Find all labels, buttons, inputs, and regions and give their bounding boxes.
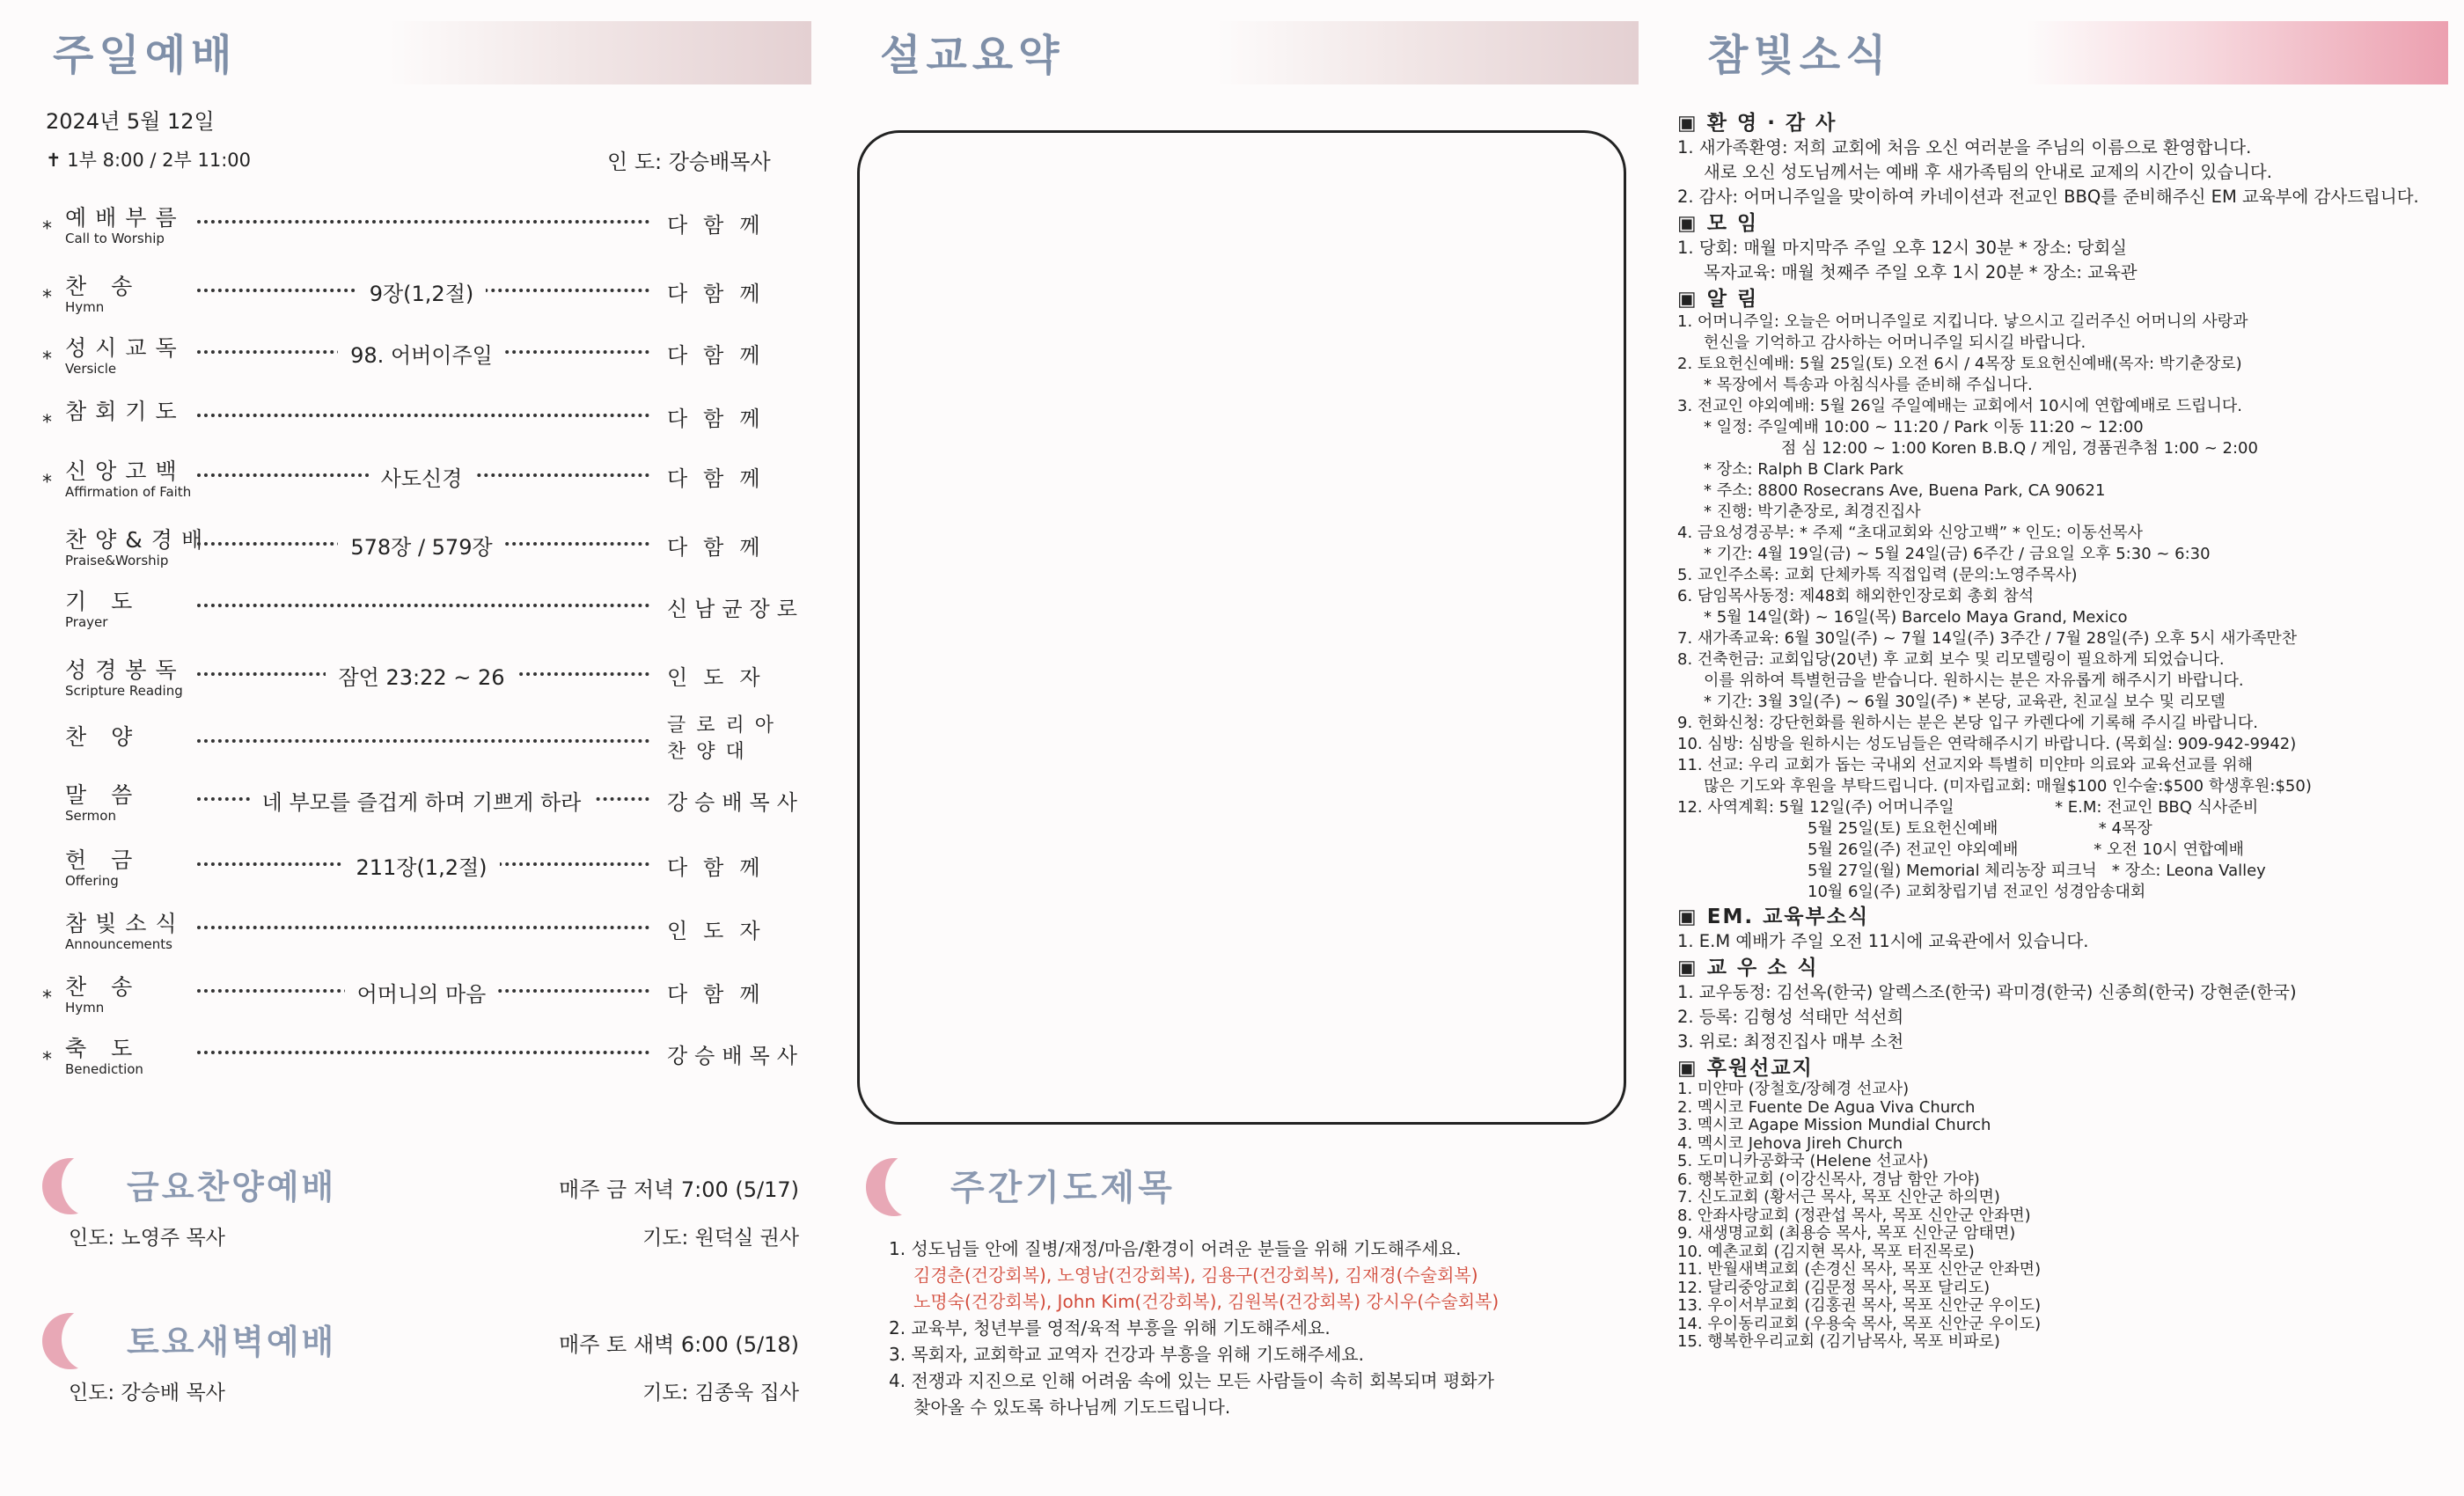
required-stand-marker: *	[42, 218, 52, 240]
order-item-english: Benediction	[65, 1061, 143, 1077]
worship-column	[0, 0, 827, 1496]
header-decoration	[389, 21, 811, 84]
order-item-korean: 기 도	[65, 589, 142, 614]
news-line: 5월 25일(토) 토요헌신예배 * 4목장	[1808, 819, 2152, 838]
order-item-english: Scripture Reading	[65, 683, 183, 699]
order-item-detail	[218, 850, 625, 881]
sermon-title: 설교요약	[880, 31, 1065, 80]
required-stand-marker: *	[42, 348, 52, 370]
order-item-english: Versicle	[65, 361, 117, 377]
section-em-news: ▣ EM. 교육부소식	[1677, 906, 1870, 928]
order-item-english: Announcements	[65, 936, 172, 952]
order-item-korean: 신앙고백	[65, 458, 186, 484]
sermon-column	[827, 0, 1654, 1496]
service-leader: 인 도: 강승배목사	[607, 150, 771, 174]
news-line: 1. 교우동정: 김선옥(한국) 알렉스조(한국) 곽미경(한국) 신종희(한국) 강현준(한국)	[1677, 982, 2297, 1002]
order-item-leader: 인도자	[667, 665, 776, 690]
dotted-leader	[197, 220, 649, 224]
news-line: 1. 새가족환영: 저희 교회에 처음 오신 여러분을 주님의 이름으로 환영합니다.	[1677, 137, 2252, 158]
news-line: 3. 전교인 야외예배: 5월 26일 주일예배는 교회에서 10시에 연합예배로 드립니다.	[1677, 397, 2242, 415]
order-item-korean: 참회기도	[65, 399, 186, 424]
prayer-item: 찾아올 수 있도록 하나님께 기도드립니다.	[913, 1397, 1231, 1418]
news-line: * 진행: 박기춘장로, 최경진집사	[1704, 502, 1921, 521]
mission-item: 4. 멕시코 Jehova Jireh Church	[1677, 1133, 1903, 1153]
prayer-item: 4. 전쟁과 지진으로 인해 어려움 속에 있는 모든 사람들이 속히 회복되며 평화가	[889, 1370, 1494, 1391]
required-stand-marker: *	[42, 287, 52, 309]
news-line: 2. 토요헌신예배: 5월 25일(토) 오전 6시 / 4목장 토요헌신예배(목자: 박기춘장로)	[1677, 355, 2242, 373]
order-item-leader: 다함께	[667, 407, 776, 431]
dotted-leader	[197, 926, 649, 929]
news-line: 헌신을 기억하고 감사하는 어머니주일 되시길 바랍니다.	[1704, 334, 2086, 352]
prayer-list	[889, 1236, 1610, 1420]
friday-prayer: 기도: 원덕실 권사	[642, 1227, 799, 1250]
mission-item: 6. 행복한교회 (이강신목사, 경남 함안 가야)	[1677, 1170, 1980, 1189]
saturday-prayer: 기도: 김종욱 집사	[642, 1382, 799, 1404]
news-line: 10월 6일(주) 교회창립기념 전교인 성경암송대회	[1808, 883, 2146, 901]
mission-item: 9. 새생명교회 (최용승 목사, 목포 신안군 암태면)	[1677, 1224, 2016, 1243]
news-line: 3. 위로: 최정진집사 매부 소천	[1677, 1031, 1904, 1052]
dotted-leader	[197, 414, 649, 417]
news-line: 6. 담임목사동정: 제48회 해외한인장로회 총회 참석	[1677, 587, 2035, 605]
news-line: 9. 헌화신청: 강단헌화를 원하시는 분은 본당 입구 카렌다에 기록해 주시길 바랍니다.	[1677, 714, 2258, 732]
worship-row	[42, 523, 801, 576]
news-line: 1. E.M 예배가 주일 오전 11시에 교육관에서 있습니다.	[1677, 931, 2089, 951]
order-item-leader: 인도자	[667, 919, 776, 943]
required-stand-marker: *	[42, 472, 52, 494]
prayer-title: 주간기도제목	[950, 1168, 1176, 1208]
friday-time: 매주 금 저녁 7:00 (5/17)	[559, 1177, 799, 1202]
sermon-header	[862, 16, 1639, 88]
order-item-leader: 강승배목사	[667, 790, 804, 815]
news-line: 5월 26일(주) 전교인 야외예배 * 오전 10시 연합예배	[1808, 840, 2245, 859]
order-item-leader: 다함께	[667, 466, 776, 491]
order-item-leader: 글로리아 찬양대	[667, 715, 785, 763]
mission-item: 14. 우이동리교회 (우용숙 목사, 목포 신안군 우이도)	[1677, 1314, 2042, 1333]
worship-row	[42, 970, 801, 1023]
order-item-detail-text: 9장(1,2절)	[357, 282, 487, 306]
order-item-detail-text: 어머니의 마음	[345, 982, 499, 1007]
news-line: 2. 감사: 어머니주일을 맞이하여 카네이션과 전교인 BBQ를 준비해주신 EM 교육부에 감사드립니다.	[1677, 187, 2419, 207]
news-line: * 목장에서 특송과 아침식사를 준비해 주십니다.	[1704, 376, 2033, 394]
order-item-detail	[218, 276, 625, 307]
news-line: 5. 교인주소록: 교회 단체카톡 직접입력 (문의:노영주목사)	[1677, 566, 2078, 584]
prayer-names: 김경춘(건강회복), 노영남(건강회복), 김용구(건강회복), 김재경(수술회복)	[913, 1265, 1478, 1286]
news-line: 12. 사역계획: 5월 12일(주) 어머니주일 * E.M: 전교인 BBQ 식사준비	[1677, 798, 2259, 817]
news-line: 새로 오신 성도님께서는 예배 후 새가족팀의 안내로 교제의 시간이 있습니다.	[1704, 162, 2272, 182]
dotted-leader	[197, 1051, 649, 1054]
crescent-icon	[866, 1158, 922, 1216]
order-item-leader: 다함께	[667, 282, 776, 306]
order-item-leader: 다함께	[667, 343, 776, 368]
order-item-detail-text: 578장 / 579장	[338, 535, 504, 560]
worship-row	[42, 778, 804, 831]
mission-item: 2. 멕시코 Fuente De Agua Viva Church	[1677, 1097, 1976, 1117]
prayer-item: 3. 목회자, 교회학교 교역자 건강과 부흥을 위해 기도해주세요.	[889, 1344, 1364, 1365]
mission-item: 13. 우이서부교회 (김홍권 목사, 목포 신안군 우이도)	[1677, 1296, 2042, 1315]
order-item-leader: 다함께	[667, 855, 776, 880]
friday-title: 금요찬양예배	[127, 1168, 337, 1206]
crescent-icon	[42, 1313, 99, 1369]
worship-row	[42, 394, 801, 447]
mission-item: 5. 도미니카공화국 (Helene 선교사)	[1677, 1152, 1929, 1170]
order-item-detail-text: 211장(1,2절)	[343, 855, 499, 880]
crescent-icon	[42, 1158, 99, 1214]
order-item-english: Praise&Worship	[65, 553, 169, 568]
order-item-leader: 다함께	[667, 535, 776, 560]
prayer-names: 노명숙(건강회복), John Kim(건강회복), 김원복(건강회복) 강시우(수술회복)	[913, 1291, 1500, 1312]
mission-item: 15. 행복한우리교회 (김기남목사, 목포 비파로)	[1677, 1332, 2000, 1351]
news-line: * 기간: 3월 3일(주) ~ 6월 30일(주) * 본당, 교육관, 친교실 보수 및 리모델	[1704, 693, 2226, 711]
order-item-detail-text: 사도신경	[369, 466, 475, 491]
news-header	[1690, 16, 2448, 88]
mission-item: 3. 멕시코 Agape Mission Mundial Church	[1677, 1116, 1991, 1134]
worship-row	[42, 584, 804, 637]
order-item-english: Call to Worship	[65, 231, 165, 246]
order-item-korean: 성시교독	[65, 335, 186, 361]
saturday-time: 매주 토 새벽 6:00 (5/18)	[559, 1332, 799, 1357]
news-line: * 일정: 주일예배 10:00 ~ 11:20 / Park 이동 11:20 ~ 12:00	[1704, 418, 2144, 436]
required-stand-marker: *	[42, 412, 52, 434]
order-item-detail-text: 잠언 23:22 ~ 26	[326, 665, 517, 690]
order-item-detail	[218, 660, 625, 691]
section-meetings: ▣ 모 임	[1677, 212, 1759, 235]
worship-row	[42, 843, 801, 896]
order-item-leader: 다함께	[667, 982, 776, 1007]
news-line: 점 심 12:00 ~ 1:00 Koren B.B.Q / 게임, 경품권추첨 1:00 ~ 2:00	[1781, 439, 2258, 458]
order-item-detail-text: 98. 어버이주일	[338, 343, 505, 368]
order-item-korean: 찬 양	[65, 724, 142, 750]
news-line: 1. 어머니주일: 오늘은 어머니주일로 지킵니다. 낳으시고 길러주신 어머니의 사랑과	[1677, 312, 2248, 331]
worship-row	[42, 331, 801, 384]
missions-list	[1677, 1081, 2452, 1352]
news-line: * 장소: Ralph B Clark Park	[1704, 460, 1904, 479]
service-date: 2024년 5월 12일	[46, 109, 215, 134]
news-line: 10. 심방: 심방을 원하시는 성도님들은 연락해주시기 바랍니다. (목회실: 909-942-9942)	[1677, 735, 2297, 753]
mission-item: 8. 안좌사랑교회 (정관섭 목사, 목포 신안군 안좌면)	[1677, 1206, 2031, 1225]
worship-row	[42, 715, 801, 773]
news-line: 7. 새가족교육: 6월 30일(주) ~ 7월 14일(주) 3주간 / 7월 28일(주) 오후 5시 새가족만찬	[1677, 629, 2298, 648]
order-item-korean: 찬양&경배	[65, 527, 212, 553]
section-notices: ▣ 알 림	[1677, 288, 1759, 311]
order-item-english: Prayer	[65, 614, 108, 630]
required-stand-marker: *	[42, 1049, 52, 1071]
order-item-detail	[218, 530, 625, 561]
order-item-english: Hymn	[65, 299, 105, 315]
friday-leader: 인도: 노영주 목사	[69, 1227, 225, 1250]
dotted-leader	[197, 739, 649, 743]
worship-row	[42, 454, 801, 507]
required-stand-marker: *	[42, 987, 52, 1009]
news-line: 5월 27일(월) Memorial 체리농장 피크닉 * 장소: Leona Valley	[1808, 862, 2266, 880]
order-item-detail	[218, 785, 625, 816]
worship-row	[42, 201, 801, 253]
sermon-notes-box[interactable]	[857, 130, 1626, 1125]
news-line: 8. 건축헌금: 교회입당(20년) 후 교회 보수 및 리모델링이 필요하게 되었습니다.	[1677, 650, 2225, 669]
news-line: 목자교육: 매월 첫째주 주일 오후 1시 20분 * 장소: 교육관	[1704, 262, 2138, 282]
service-times: ✝ 1부 8:00 / 2부 11:00	[46, 150, 252, 171]
worship-row	[42, 269, 801, 322]
friday-service	[42, 1153, 799, 1258]
order-item-english: Sermon	[65, 808, 116, 824]
order-item-detail	[218, 977, 625, 1008]
order-item-korean: 찬 송	[65, 974, 142, 1000]
news-line: * 기간: 4월 19일(금) ~ 5월 24일(금) 6주간 / 금요일 오후 5:30 ~ 6:30	[1704, 545, 2211, 563]
mission-item: 11. 반월새벽교회 (손경신 목사, 목포 신안군 안좌면)	[1677, 1260, 2042, 1279]
order-item-korean: 말 씀	[65, 782, 142, 808]
order-item-leader: 강승배목사	[667, 1044, 804, 1068]
prayer-item: 1. 성도님들 안에 질병/재정/마음/환경이 어려운 분들을 위해 기도해주세요.	[889, 1238, 1462, 1259]
section-missions: ▣ 후원선교지	[1677, 1057, 1814, 1080]
order-item-korean: 찬 송	[65, 274, 142, 299]
order-item-leader: 다함께	[667, 213, 776, 238]
news-line: 이를 위하여 특별헌금을 받습니다. 원하시는 분은 자유롭게 해주시기 바랍니다.	[1704, 671, 2244, 690]
saturday-title: 토요새벽예배	[127, 1323, 337, 1361]
news-line: 2. 등록: 김형성 석태만 석선희	[1677, 1007, 1904, 1027]
header-decoration	[1216, 21, 1639, 84]
order-item-detail-text: 네 부모를 즐겁게 하며 기쁘게 하라	[250, 790, 594, 815]
mission-item: 12. 달리중앙교회 (김문정 목사, 목포 달리도)	[1677, 1278, 1991, 1297]
order-item-korean: 예배부름	[65, 205, 186, 231]
order-item-korean: 성경봉독	[65, 657, 186, 683]
section-member-news: ▣ 교 우 소 식	[1677, 957, 1819, 979]
news-line: 11. 선교: 우리 교회가 돕는 국내외 선교지와 특별히 미얀마 의료와 교육선교를 위해	[1677, 756, 2254, 774]
section-welcome: ▣ 환 영 · 감 사	[1677, 112, 1837, 135]
order-item-detail	[218, 338, 625, 369]
news-title: 참빛소식	[1707, 31, 1892, 80]
news-line: 4. 금요성경공부: * 주제 “초대교회와 신앙고백” * 인도: 이동선목사	[1677, 524, 2144, 542]
worship-row	[42, 1031, 804, 1084]
news-line: 1. 당회: 매월 마지막주 주일 오후 12시 30분 * 장소: 당회실	[1677, 238, 2128, 258]
worship-row	[42, 653, 801, 706]
prayer-item: 2. 교육부, 청년부를 영적/육적 부흥을 위해 기도해주세요.	[889, 1317, 1331, 1338]
worship-row	[42, 906, 801, 959]
order-item-korean: 축 도	[65, 1036, 142, 1061]
saturday-leader: 인도: 강승배 목사	[69, 1382, 225, 1404]
news-body	[1677, 109, 2452, 1352]
news-line: 많은 기도와 후원을 부탁드립니다. (미자립교회: 매월$100 인수술:$500 학생후원:$50)	[1704, 777, 2312, 796]
dotted-leader	[197, 604, 649, 607]
order-item-leader: 신남균장로	[667, 597, 804, 621]
saturday-service	[42, 1308, 799, 1413]
order-item-english: Hymn	[65, 1000, 105, 1016]
news-line: * 5월 14일(화) ~ 16일(목) Barcelo Maya Grand, Mexico	[1704, 608, 2128, 627]
rose-decoration	[2026, 21, 2448, 84]
news-line: * 주소: 8800 Rosecrans Ave, Buena Park, CA 90621	[1704, 481, 2106, 500]
order-item-korean: 헌 금	[65, 847, 142, 873]
order-item-english: Offering	[65, 873, 119, 889]
worship-header	[35, 16, 811, 88]
mission-item: 1. 미얀마 (장철호/장혜경 선교사)	[1677, 1080, 1910, 1098]
mission-item: 7. 신도교회 (황서근 목사, 목포 신안군 하의면)	[1677, 1188, 2000, 1206]
mission-item: 10. 예촌교회 (김지현 목사, 목포 터진목로)	[1677, 1242, 1975, 1261]
order-item-korean: 참빛소식	[65, 911, 186, 936]
order-item-english: Affirmation of Faith	[65, 484, 192, 500]
worship-title: 주일예배	[53, 31, 238, 80]
order-item-detail	[218, 461, 625, 492]
news-column	[1654, 0, 2464, 1496]
